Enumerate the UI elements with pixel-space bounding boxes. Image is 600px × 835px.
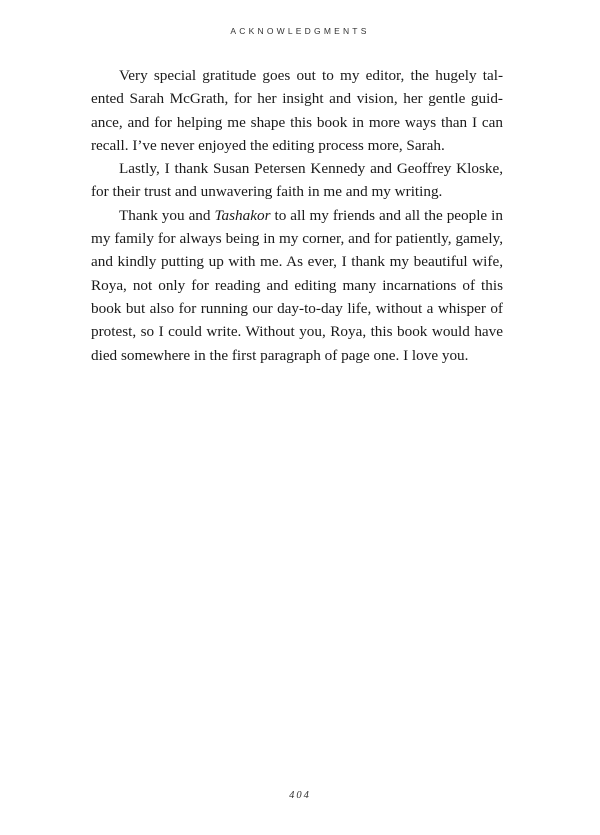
paragraph-3-italic-word: Tashakor [214, 206, 271, 224]
paragraph-3-line-5: book but also for running our day-to-day life, without a whisper of [91, 299, 503, 317]
paragraph-3-text-after: to all my friends and all the people in [270, 206, 503, 224]
paragraph-1-line-4: recall. I’ve never enjoyed the editing process more, Sarah. [91, 136, 445, 154]
paragraph-3-line-4: Roya, not only for reading and editing many incarnations of this [91, 276, 503, 294]
paragraph-3-text-before: Thank you and [119, 206, 215, 224]
paragraph-3-line-3: and kindly putting up with me. As ever, I thank my beautiful wife, [91, 253, 503, 271]
paragraph-1-line-1: Very special gratitude goes out to my editor, the hugely tal- [119, 67, 503, 84]
paragraph-3-line-7: died somewhere in the first paragraph of page one. I love you. [91, 346, 469, 364]
paragraph-3-line-2: my family for always being in my corner, and for patiently, gamely, [91, 230, 503, 248]
paragraph-1-line-3: ance, and for helping me shape this book in more ways than I can [91, 113, 503, 131]
paragraph-3-line-6: protest, so I could write. Without you, Roya, this book would have [91, 323, 503, 341]
paragraph-1-line-2: ented Sarah McGrath, for her insight and vision, her gentle guid- [91, 90, 503, 108]
paragraph-2-line-2: for their trust and unwavering faith in me and my writing. [91, 183, 443, 201]
running-head: ACKNOWLEDGMENTS [230, 26, 370, 36]
body-text [91, 64, 503, 367]
paragraph-3-line-1 [91, 204, 503, 227]
paragraph-2-line-1: Lastly, I thank Susan Petersen Kennedy and Geoffrey Kloske, [119, 160, 503, 178]
page-number: 404 [289, 790, 311, 801]
